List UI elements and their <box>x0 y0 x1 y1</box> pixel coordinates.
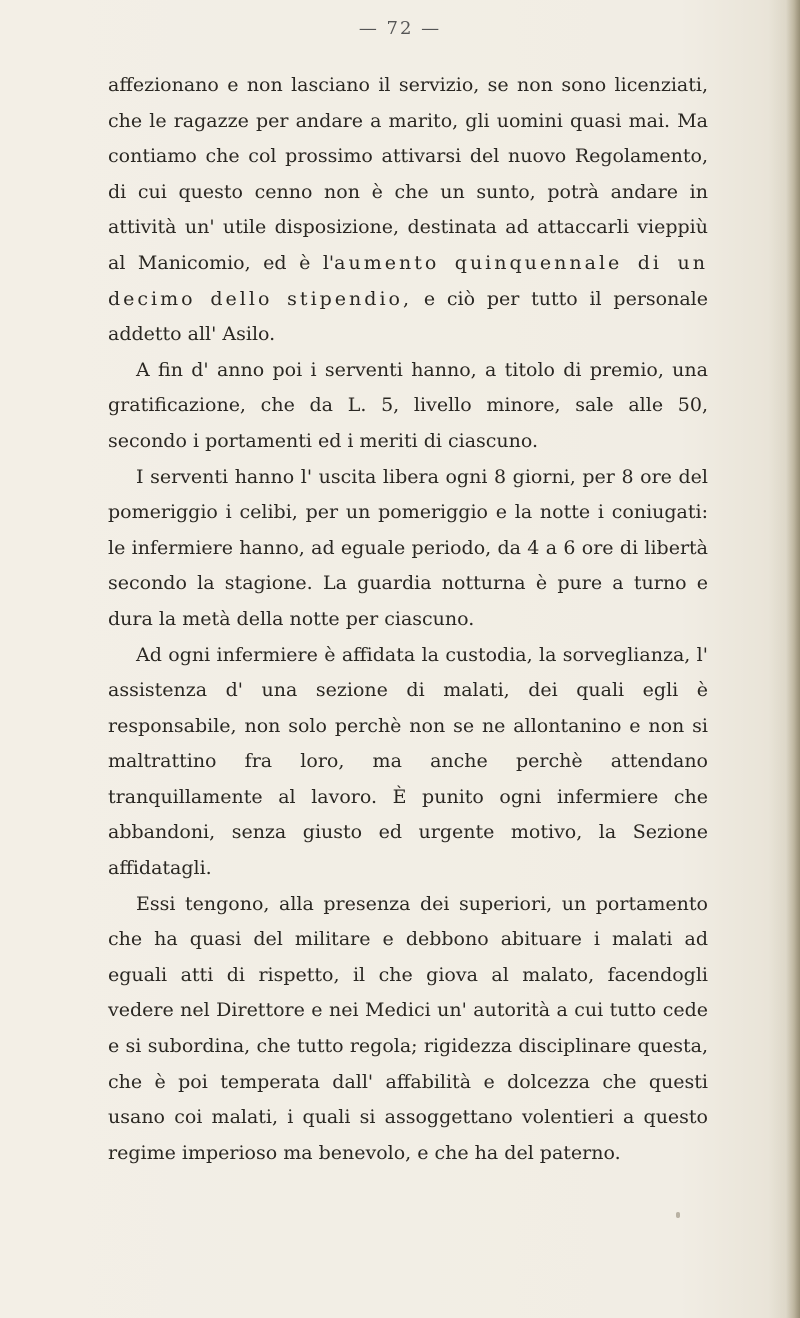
body-text <box>108 68 708 1171</box>
paragraph-5: Essi tengono, alla presenza dei superiori, un portamento che ha quasi del militare e debbono abituare i malati ad eguali atti di rispetto, il che giova al malato, facendogli vedere nel Direttore e nei Medici un' autorità a cui tutto cede e si subordina, che tutto regola; rigidezza disciplinare questa, che è poi temperata dall' affabilità e dolcezza che questi usano coi malati, i quali si assoggettano volentieri a questo regime imperioso ma benevolo, e che ha del paterno. <box>108 892 708 1164</box>
paragraph-3: I serventi hanno l' uscita libera ogni 8 giorni, per 8 ore del pomeriggio i celibi, per un pomeriggio e la notte i coniugati: le infermiere hanno, ad eguale periodo, da 4 a 6 ore di libertà secondo la stagione. La guardia notturna è pure a turno e dura la metà della notte per ciascuno. <box>108 465 708 630</box>
paragraph-1 <box>108 68 708 353</box>
page-edge-shadow <box>786 0 800 1318</box>
paragraph-1-tail: e ciò per tutto il personale addetto all' Asilo. <box>108 287 709 346</box>
paragraph-1-spaced-text: aumento quinquennale di un decimo dello stipendio, <box>108 251 708 310</box>
page-number: — 72 — <box>358 18 442 39</box>
print-speck <box>676 1212 680 1218</box>
paragraph-2: A fin d' anno poi i serventi hanno, a titolo di premio, una gratificazione, che da L. 5, livello minore, sale alle 50, secondo i portamenti ed i meriti di ciascuno. <box>108 358 708 452</box>
paragraph-1-text: affezionano e non lasciano il servizio, se non sono licenziati, che le ragazze per andare a marito, gli uomini quasi mai. Ma contiamo che col prossimo attivarsi del nuovo Regolamento, di cui questo cenno non è che un sunto, potrà andare in attività un' utile disposizione, destinata ad attaccarli vieppiù al Manicomio, ed è l' <box>108 74 708 274</box>
paragraph-4: Ad ogni infermiere è affidata la custodia, la sorveglianza, l' assistenza d' una sezione di malati, dei quali egli è responsabile, non solo perchè non se ne allontanino e non si maltrattino fra loro, ma anche perchè attendano tranquillamente al lavoro. È punito ogni infermiere che abbandoni, senza giusto ed urgente motivo, la Sezione affidatagli. <box>108 643 708 880</box>
